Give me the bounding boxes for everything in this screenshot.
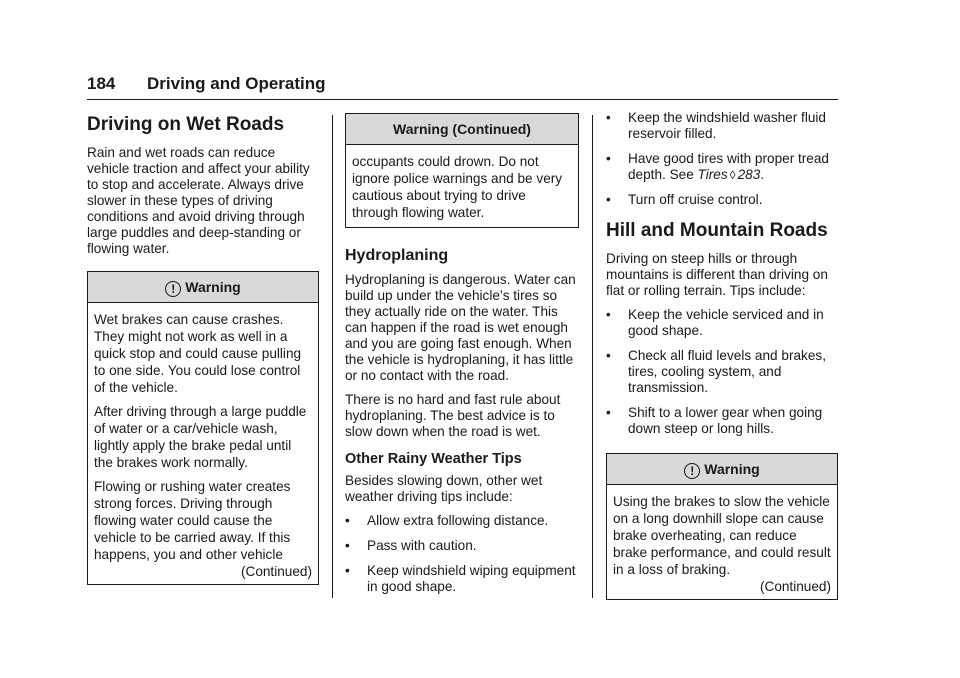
list-item: • Allow extra following distance. <box>345 513 579 529</box>
list-item: • Keep the windshield washer fluid reservoir filled. <box>606 110 838 142</box>
list-item: • Keep windshield wiping equipment in good shape. <box>345 563 579 595</box>
tip-text: . <box>760 167 765 182</box>
wet-roads-heading: Driving on Wet Roads <box>87 114 285 135</box>
rainy-tips-heading: Other Rainy Weather Tips <box>345 451 522 467</box>
list-item: • Shift to a lower gear when going down steep or long hills. <box>606 405 838 437</box>
warning-body <box>607 485 837 599</box>
hill-tips-list <box>606 307 838 437</box>
warning-header <box>88 272 318 303</box>
rainy-tips-intro: Besides slowing down, other wet weather driving tips include: <box>345 473 543 504</box>
downhill-brakes-warning-box <box>606 453 838 600</box>
rainy-tips-list <box>345 513 579 595</box>
wet-roads-intro: Rain and wet roads can reduce vehicle traction and affect your ability to stop and accelerate. Always drive slower in these types of driving conditions and avoid driving through large puddles and deep-standing or flowing water. <box>87 145 310 256</box>
warning-paragraph: Flowing or rushing water creates strong forces. Driving through flowing water could cause the vehicle to be carried away. If this happens, you and other vehicle <box>94 479 291 562</box>
hydroplaning-heading: Hydroplaning <box>345 247 449 264</box>
list-item: • Keep the vehicle serviced and in good shape. <box>606 307 838 339</box>
warning-icon: ! <box>165 281 181 297</box>
tires-page-ref[interactable]: 283 <box>737 167 761 182</box>
wet-brakes-warning-box <box>87 271 319 585</box>
warning-paragraph: occupants could drown. Do not ignore police warnings and be very cautious about trying to drive through flowing water. <box>352 154 563 220</box>
warning-paragraph: After driving through a large puddle of water or a car/vehicle wash, lightly apply the brake pedal until the brakes work normally. <box>94 404 307 470</box>
warning-header <box>607 454 837 485</box>
page-number: 184 <box>87 74 116 93</box>
column-3 <box>606 110 838 600</box>
warning-body <box>346 145 578 227</box>
warning-icon: ! <box>684 463 700 479</box>
warning-continued-header: Warning (Continued) <box>346 114 578 145</box>
page-reference-icon: ◊ <box>729 168 736 182</box>
list-item <box>606 151 838 183</box>
column-2 <box>345 110 579 605</box>
page-header <box>87 70 838 102</box>
section-title: Driving and Operating <box>147 74 326 93</box>
column-divider-2 <box>592 115 593 598</box>
tires-link[interactable]: Tires <box>697 167 728 182</box>
warning-body <box>88 303 318 584</box>
warning-paragraph: Wet brakes can cause crashes. They might not work as well in a quick stop and could cause pulling to one side. You could lose control of the vehicle. <box>94 312 302 395</box>
hill-roads-heading: Hill and Mountain Roads <box>606 220 828 241</box>
hydroplaning-paragraph: Hydroplaning is dangerous. Water can build up under the vehicle’s tires so they actually ride on the water. This can happen if the road is wet enough and you are going fast enough. When the vehicle is hydroplaning, it has little or no contact with the road. <box>345 272 576 383</box>
warning-title: Warning <box>185 279 241 295</box>
hill-roads-intro: Driving on steep hills or through mountains is different than driving on flat or rolling terrain. Tips include: <box>606 251 828 298</box>
header-rule <box>87 99 838 100</box>
list-item: • Pass with caution. <box>345 538 579 554</box>
tip-text: Have good tires with proper tread depth. See <box>628 151 829 182</box>
list-item: • Turn off cruise control. <box>606 192 838 208</box>
rainy-tips-list-continued <box>606 110 838 208</box>
list-item: • Check all fluid levels and brakes, tires, cooling system, and transmission. <box>606 348 838 396</box>
warning-title: Warning <box>704 461 760 477</box>
hydroplaning-paragraph: There is no hard and fast rule about hydroplaning. The best advice is to slow down when the road is wet. <box>345 392 561 439</box>
warning-continued-box <box>345 113 579 228</box>
column-divider-1 <box>332 115 333 598</box>
column-1 <box>87 110 319 585</box>
warning-paragraph: Using the brakes to slow the vehicle on a long downhill slope can cause brake overheating, can reduce brake performance, and could result in a loss of braking. <box>613 494 831 577</box>
continued-label: (Continued) <box>759 579 831 594</box>
continued-label: (Continued) <box>240 564 312 579</box>
